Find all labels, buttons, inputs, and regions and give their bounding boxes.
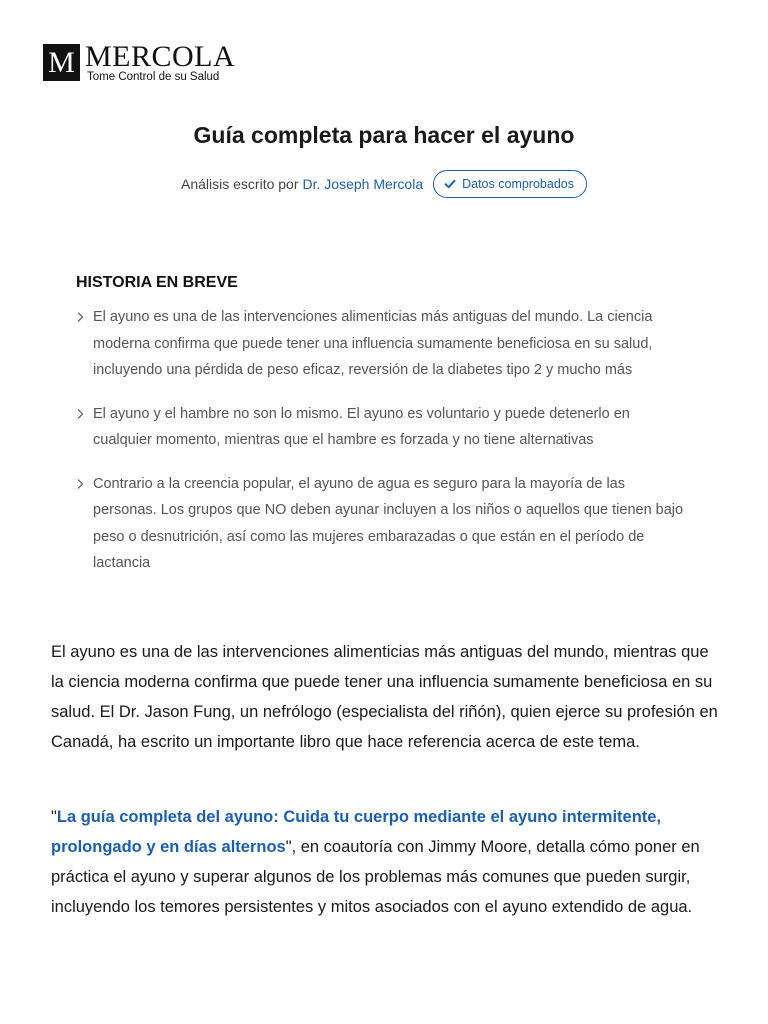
body-paragraph: El ayuno es una de las intervenciones alimenticias más antiguas del mundo, mientras que la ciencia moderna confirma que puede tener una influencia sumamente beneficiosa en su salud. El Dr. Jason Fung, un nefrólogo (especialista del riñón), quien ejerce su profesión en Canadá, ha escrito un importante libro que hace referencia acerca de este tema. <box>51 643 718 751</box>
mercola-logo[interactable] <box>43 40 236 84</box>
author-link[interactable]: Dr. Joseph Mercola <box>302 176 424 192</box>
article-title: Guía completa para hacer el ayuno <box>193 122 575 148</box>
body-paragraph-rest: ", en coautoría con Jimmy Moore, detalla cómo poner en práctica el ayuno y superar algunos de los problemas más comunes que pueden surgir, incluyendo los temores persistentes y mitos asociados con el ayuno extendido de agua. <box>51 838 700 916</box>
chevron-right-icon <box>76 401 86 427</box>
body-paragraph <box>51 802 721 922</box>
summary-item <box>76 304 686 384</box>
fact-checked-badge[interactable] <box>433 170 587 198</box>
chevron-right-icon <box>76 304 86 330</box>
logo-name: MERCOLA <box>85 40 236 73</box>
summary-heading: HISTORIA EN BREVE <box>76 274 238 291</box>
summary-item <box>76 401 686 454</box>
summary-item <box>76 471 686 577</box>
summary-item-text: El ayuno y el hambre no son lo mismo. El ayuno es voluntario y puede detenerlo en cualquier momento, mientras que el hambre es forzada y no tiene alternativas <box>93 405 630 448</box>
summary-list <box>76 304 686 594</box>
fact-checked-label: Datos comprobados <box>462 177 574 191</box>
byline <box>0 170 768 198</box>
book-title-link[interactable]: La guía completa del ayuno: Cuida tu cuerpo mediante el ayuno intermitente, prolongado y en días alternos <box>51 808 662 856</box>
logo-tagline: Tome Control de su Salud <box>87 71 220 83</box>
open-quote: " <box>51 808 57 826</box>
check-icon <box>444 178 456 190</box>
byline-prefix: Análisis escrito por <box>181 176 299 192</box>
chevron-right-icon <box>76 471 86 497</box>
logo-mark: M <box>43 44 80 81</box>
summary-item-text: El ayuno es una de las intervenciones alimenticias más antiguas del mundo. La ciencia moderna confirma que puede tener una influencia sumamente beneficiosa en su salud, incluyendo una pérdida de peso eficaz, reversión de la diabetes tipo 2 y mucho más <box>93 309 653 378</box>
logo-wordmark <box>85 40 236 84</box>
summary-item-text: Contrario a la creencia popular, el ayuno de agua es seguro para la mayoría de las personas. Los grupos que NO deben ayunar incluyen a los niños o aquellos que tienen bajo peso o desnutrición, así como las mujeres embarazadas o que están en el período de lactancia <box>93 475 684 571</box>
